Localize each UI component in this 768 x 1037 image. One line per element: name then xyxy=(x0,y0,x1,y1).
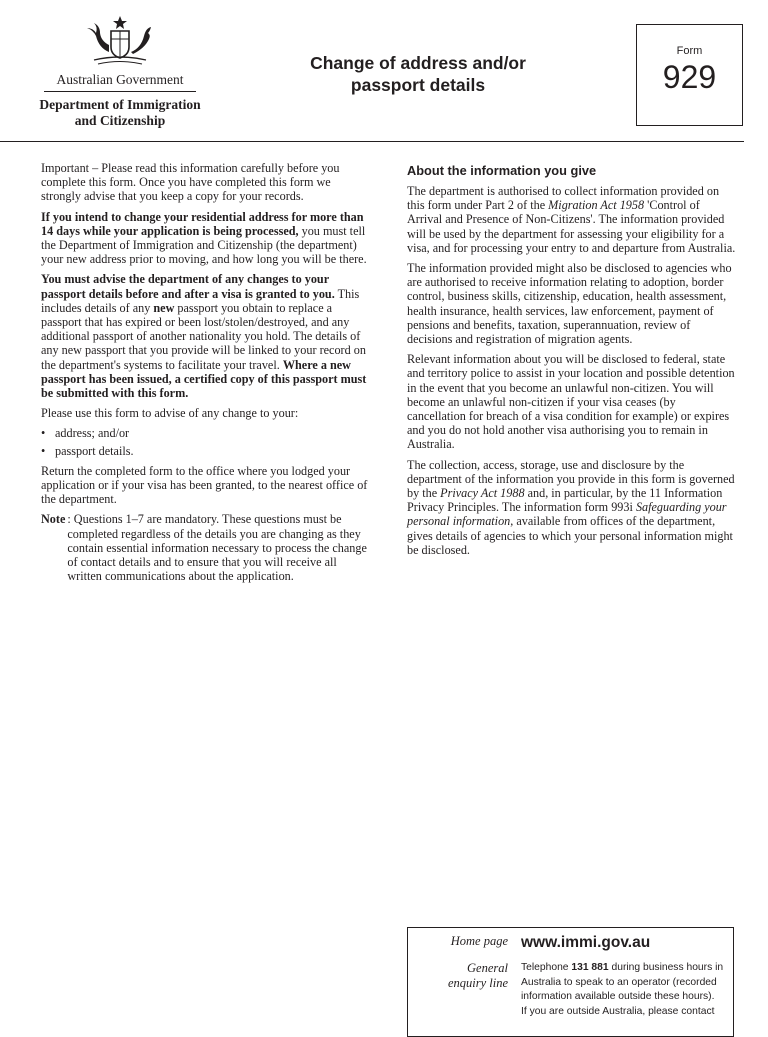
enquiry-line-label xyxy=(408,961,508,1019)
form-label: Form xyxy=(676,45,703,57)
privacy-paragraph xyxy=(407,458,737,557)
return-form-paragraph: Return the completed form to the office where you lodged your application or if your visa has been granted, to the nearest office of the department. xyxy=(41,463,368,507)
header-divider xyxy=(0,141,744,142)
form-number: 929 xyxy=(662,59,717,95)
department-line-1: Department of Immigration xyxy=(39,97,201,112)
use-form-paragraph: Please use this form to advise of any change to your: xyxy=(41,406,299,421)
logo-divider xyxy=(44,91,196,92)
note-label: Note xyxy=(41,512,66,527)
form-title-line-1: Change of address and/or xyxy=(310,53,526,73)
list-item: • address; and/or xyxy=(41,426,371,440)
government-logo xyxy=(30,14,210,129)
contact-box xyxy=(407,927,734,1037)
note-text: : Questions 1–7 are mandatory. These questions must be completed regardless of the details you are changing as they contain essential information necessary to process the change of contact details and to ensure that you will receive all written communications about the application. xyxy=(67,512,367,584)
authority-text-b: 'Control of Arrival and Presence of Non-Citizens'. The information provided will be used by the department for assessing your eligibility for a visa, and for processing your entry to and departure from Australia. xyxy=(407,198,736,255)
privacy-text-a: The collection, access, storage, use and disclosure by the department of the information you provide in this form is governed by the xyxy=(407,457,735,501)
address-change-paragraph xyxy=(41,210,371,267)
authority-paragraph xyxy=(407,184,737,255)
police-disclosure-paragraph: Relevant information about you will be disclosed to federal, state and territory police to assist in your location and possible detention in the event that you become an unlawful non-citizen. You will become an unlawful non-citizen if your visa ceases (by cancellation for breach of a visa condition for example) or expires and you do not hold another visa authorising you to remain in Australia. xyxy=(407,352,735,452)
list-item: • passport details. xyxy=(41,444,371,458)
address-change-text: you must tell the Department of Immigration and Citizenship (the department) your new address prior to moving, and how long you will be there. xyxy=(41,223,367,267)
passport-change-text-b: passport you obtain to replace a passport that has expired or been lost/stolen/destroyed, and any additional passport of another nationality you hold. The details of any new passport that you provide will be linked to your record on the department's systems to facilitate your travel. xyxy=(41,300,366,372)
home-page-row xyxy=(408,934,650,951)
passport-new-word: new xyxy=(153,300,175,315)
migration-act-title: Migration Act 1958 xyxy=(548,198,645,213)
telephone-text-b: during business hours in Australia to speak to an operator (recorded information available outside these hours). xyxy=(521,962,724,1002)
home-page-label: Home page xyxy=(450,934,508,948)
outside-australia-text: If you are outside Australia, please contact xyxy=(521,1005,715,1017)
disclosure-agencies-paragraph: The information provided might also be disclosed to agencies who are authorised to receive information relating to adoption, border control, business skills, citizenship, education, health assessment, health insurance, health services, law enforcement, payment of pensions and benefits, taxation, superannuation, review of decisions and registration of migration agents. xyxy=(407,261,732,347)
coat-of-arms-icon xyxy=(84,14,156,70)
important-notice: Important – Please read this information carefully before you complete this form. Once you have completed this form we strongly advise that you keep a copy for your records. xyxy=(41,161,340,204)
enquiry-label-line-2: enquiry line xyxy=(447,976,508,990)
passport-change-text-a: This includes details of any xyxy=(41,286,360,315)
passport-change-emphasis: You must advise the department of any changes to your passport details before and after a visa is granted to you. xyxy=(41,272,335,301)
privacy-text-c: , available from offices of the department, gives details of agencies to which your personal information might be disclosed. xyxy=(407,514,733,557)
form-title xyxy=(278,52,558,96)
authority-text-a: The department is authorised to collect information provided on this form under Part 2 of the xyxy=(407,184,720,213)
enquiry-label-line-1: General xyxy=(467,961,508,975)
home-page-link[interactable]: www.immi.gov.au xyxy=(521,934,651,951)
passport-change-paragraph xyxy=(41,272,371,400)
section-heading: About the information you give xyxy=(407,163,597,178)
privacy-column xyxy=(407,163,737,563)
safeguarding-form-title: Safeguarding your personal information xyxy=(407,500,727,529)
certified-copy-emphasis: Where a new passport has been issued, a certified copy of this passport must be submitted with this form. xyxy=(41,357,367,401)
department-name xyxy=(30,97,210,129)
department-line-2: and Citizenship xyxy=(74,113,166,128)
government-name: Australian Government xyxy=(56,72,184,87)
enquiry-line-text xyxy=(521,961,726,1019)
change-type-list xyxy=(41,426,371,457)
mandatory-note xyxy=(41,512,371,583)
address-change-emphasis: If you intend to change your residential address for more than 14 days while your application is being processed, xyxy=(41,209,364,238)
privacy-act-title: Privacy Act 1988 xyxy=(440,486,525,501)
form-title-line-2: passport details xyxy=(350,75,486,95)
form-number-box xyxy=(636,24,743,126)
privacy-text-b: and, in particular, by the 11 Information Privacy Principles. The information form 993i xyxy=(407,486,723,515)
instructions-column xyxy=(41,161,371,583)
telephone-number: 131 881 xyxy=(571,962,609,973)
enquiry-line-row xyxy=(408,961,726,1019)
telephone-text-a: Telephone xyxy=(521,962,572,973)
